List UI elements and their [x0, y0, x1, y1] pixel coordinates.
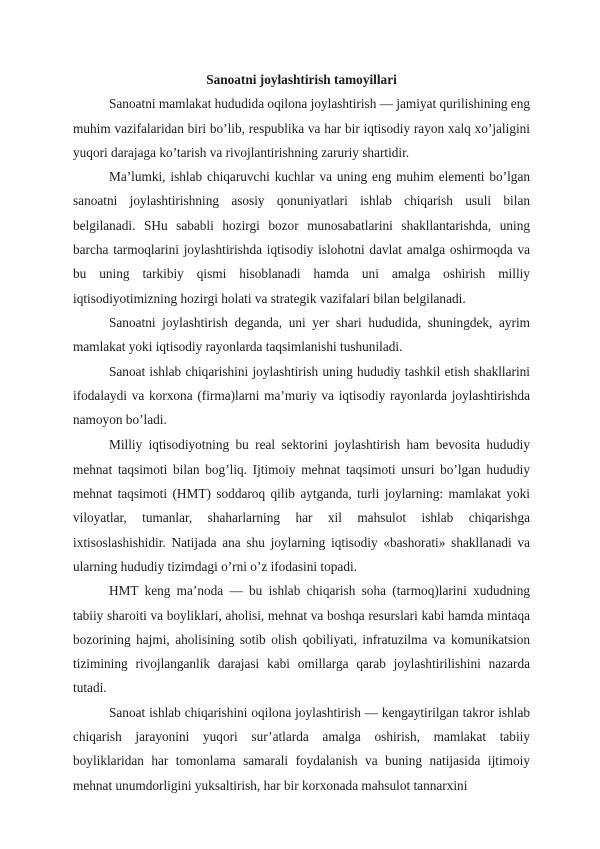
paragraph-7: Sanoat ishlab chiqarishini oqilona joylashtirish — kengaytirilgan takror ishlab chiqarish jarayonini yuqori sur’atlarda amalga oshirish, mamlakat tabiiy boyliklaridan har tomonlama samarali foydalanish va buning natijasida ijtimoiy mehnat unumdorligini yuksaltirish, har bir korxonada mahsulot tannarxini [73, 704, 530, 793]
paragraph-2: Ma’lumki, ishlab chiqaruvchi kuchlar va uning eng muhim elementi bo’lgan sanoatni joylashtirishning asosiy qonuniyatlari ishlab chiqarish usuli bilan belgilanadi. SHu sababli hozirgi bozor munosabatlarini shakllantarishda, uning barcha tarmoqlarini joylashtirishda iqtisodiy islohotni davlat amalga oshirmoqda va bu uning tarkibiy qismi hisoblanadi hamda uni amalga oshirish milliy iqtisodiyotimizning hozirgi holati va strategik vazifalari bilan belgilanadi. [73, 169, 530, 306]
document-body [73, 68, 530, 798]
paragraph-1: Sanoatni mamlakat hududida oqilona joylashtirish — jamiyat qurilishining eng muhim vazifalaridan biri bo’lib, respublika va har bir iqtisodiy rayon xalq xo’jaligini yuqori darajaga ko’tarish va rivojlantirishning zaruriy shartidir. [73, 96, 531, 160]
paragraph-4: Sanoat ishlab chiqarishini joylashtirish uning hududiy tashkil etish shakllarini ifodalaydi va korxona (firma)larni ma’muriy va iqtisodiy rayonlarda joylashtirishda namoyon bo’ladi. [73, 363, 530, 428]
paragraph-5: Milliy iqtisodiyotning bu real sektorini joylashtirish ham bevosita hududiy mehnat taqsimoti bilan bog’liq. Ijtimoiy mehnat taqsimoti unsuri bo’lgan hududiy mehnat taqsimoti (HMT) soddaroq qilib aytganda, turli joylarning: mamlakat yoki viloyatlar, tumanlar, shaharlarning har xil mahsulot ishlab chiqarishga ixtisoslashishidir. Natijada ana shu joylarning iqtisodiy «bashorati» shakllanadi va ularning hududiy tizimdagi o’rni o’z ifodasini topadi. [73, 437, 530, 574]
paragraph-6: HMT keng ma’noda — bu ishlab chiqarish soha (tarmoq)larini xududning tabiiy sharoiti va boyliklari, aholisi, mehnat va boshqa resurslari kabi hamda mintaqa bozorining hajmi, aholisining sotib olish qobiliyati, infratuzilma va komunikatsion tizimining rivojlanganlik darajasi kabi omillarga qarab joylashtirilishini nazarda tutadi. [73, 583, 530, 696]
paragraph-3: Sanoatni joylashtirish deganda, uni yer shari hududida, shuningdek, ayrim mamlakat yoki iqtisodiy rayonlarda taqsimlanishi tushuniladi. [73, 314, 530, 355]
document-title: Sanoatni joylashtirish tamoyillari [206, 72, 397, 87]
